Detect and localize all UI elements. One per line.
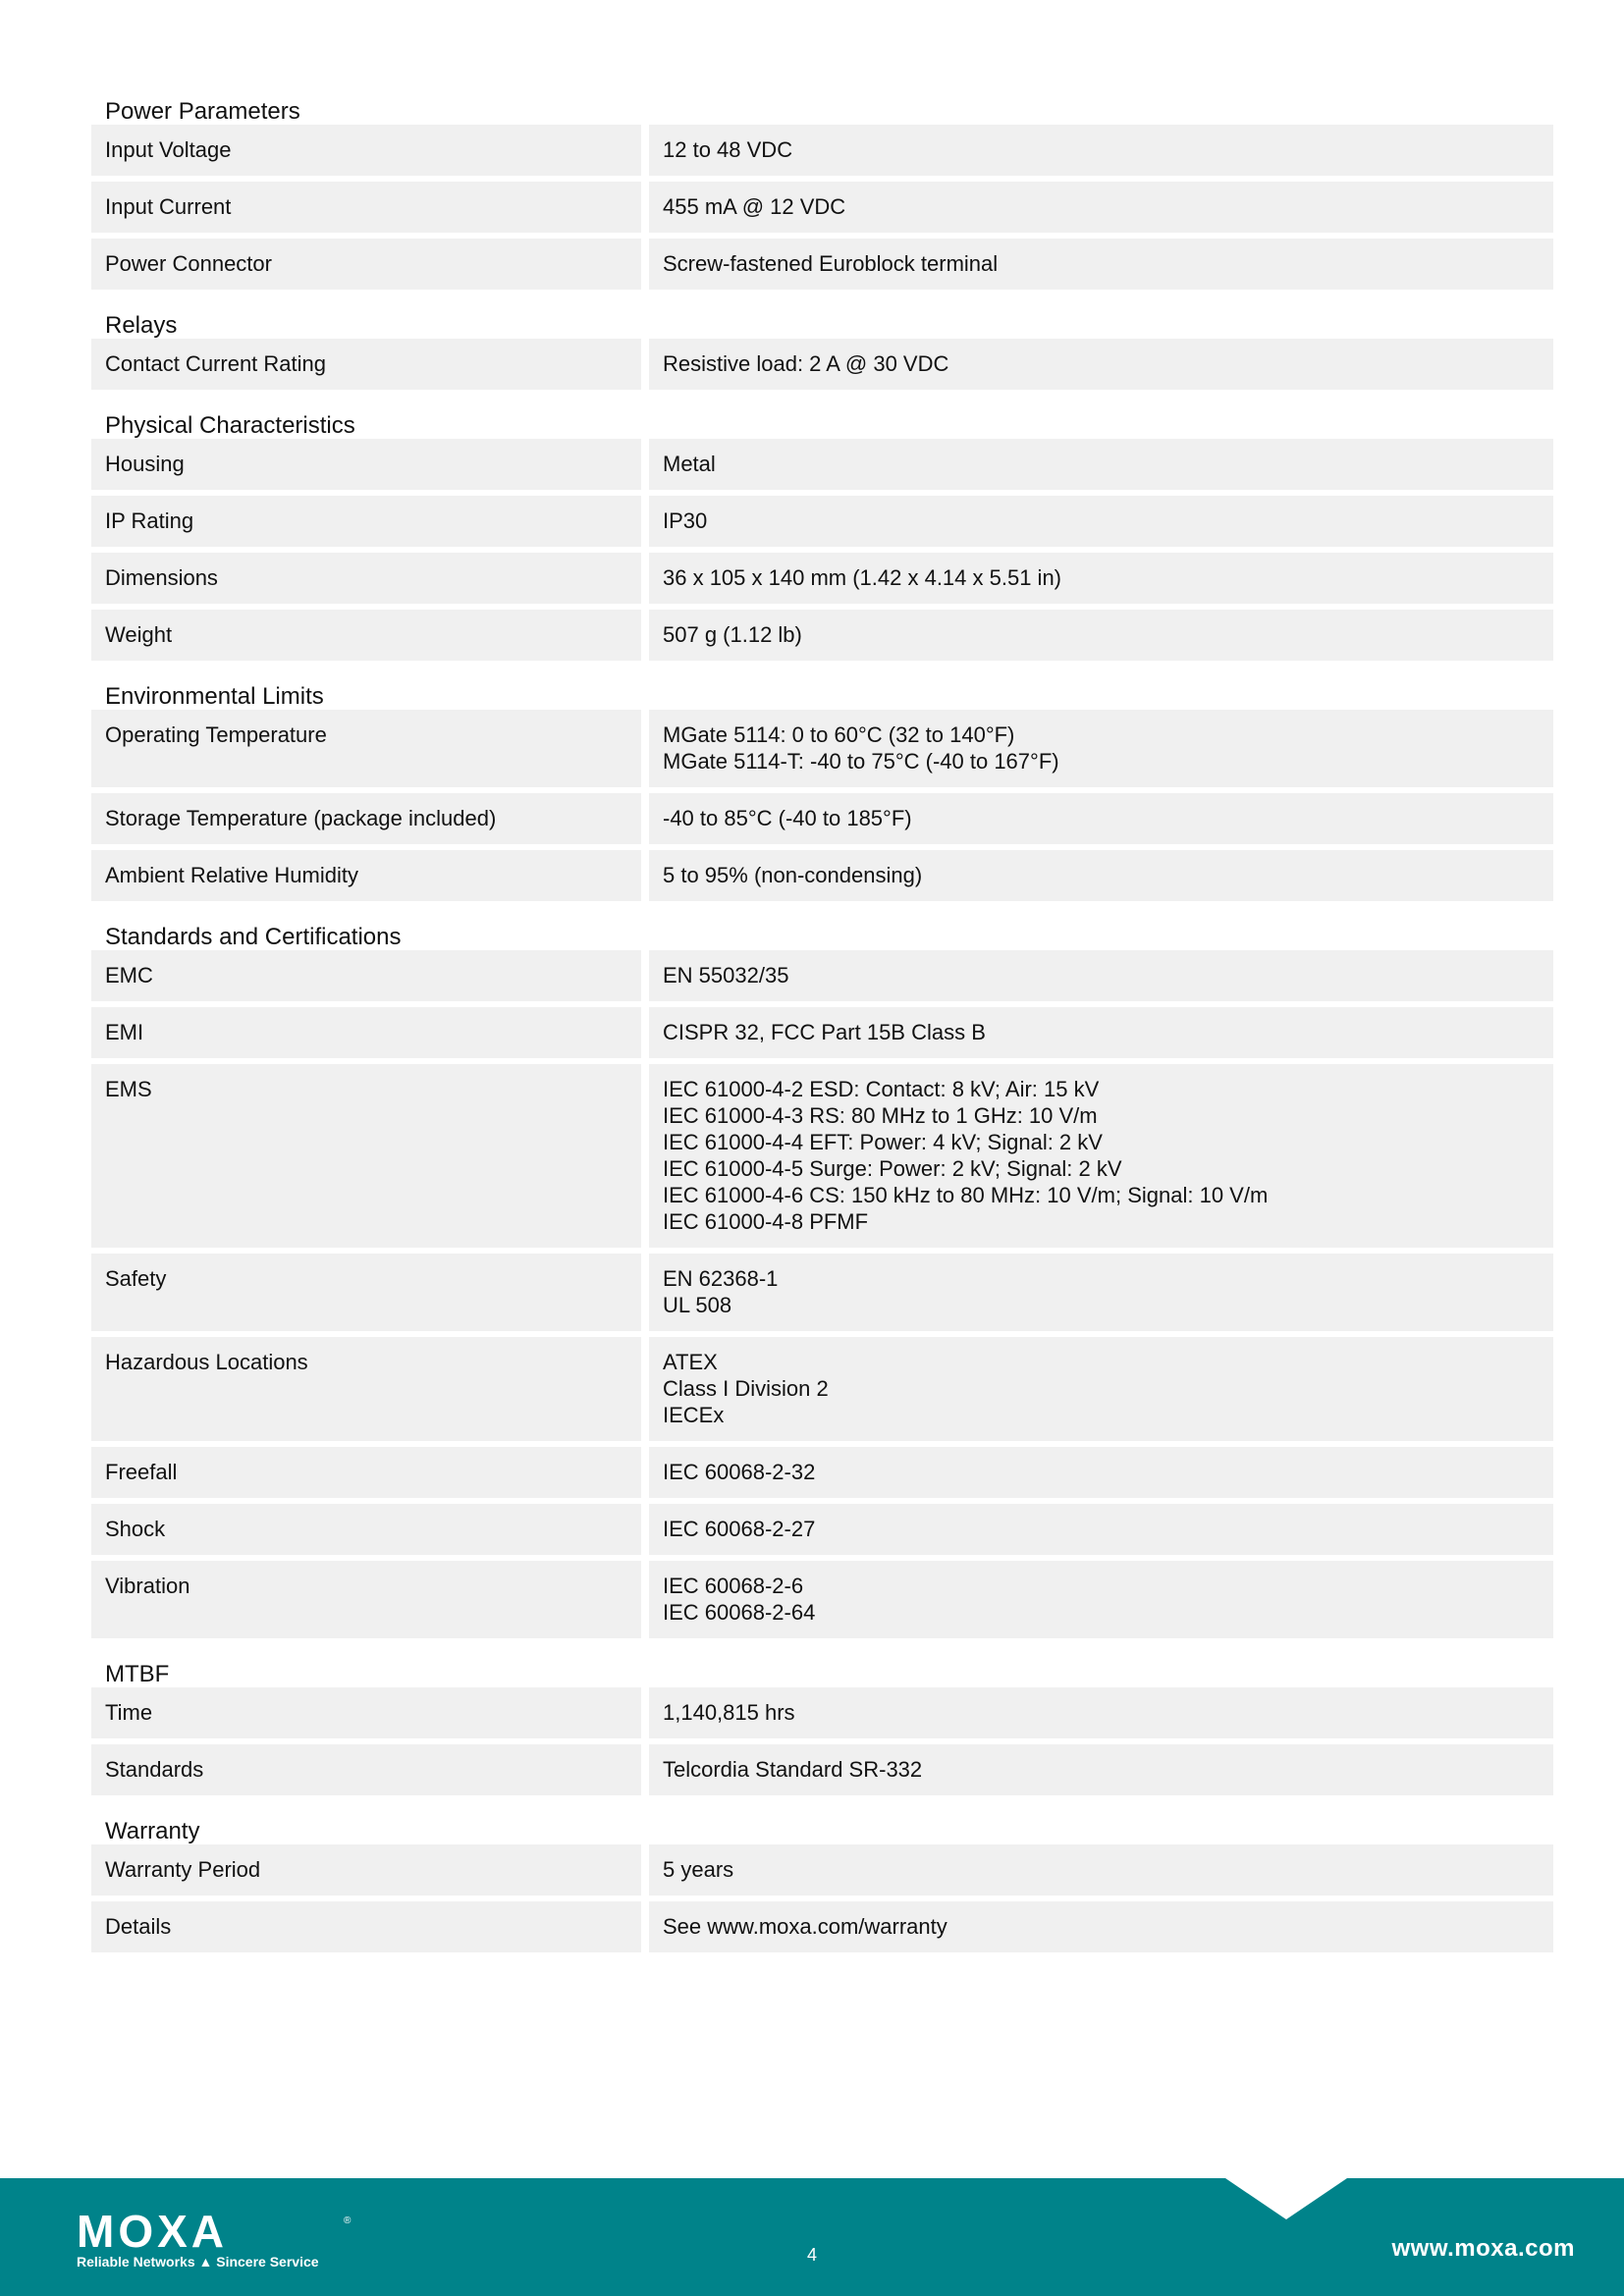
spec-label: IP Rating [91,496,641,547]
spec-row [91,1447,1553,1498]
spec-row [91,1337,1553,1441]
spec-row [91,1687,1553,1738]
spec-row [91,496,1553,547]
logo-registered-mark: ® [344,2216,352,2226]
spec-row [91,1007,1553,1058]
logo-wordmark: MOXA [77,2210,228,2257]
spec-label: EMC [91,950,641,1001]
spec-label: EMS [91,1064,641,1248]
spec-value: IEC 60068-2-27 [649,1504,1553,1555]
spec-value: Telcordia Standard SR-332 [649,1744,1553,1795]
spec-label: Input Voltage [91,125,641,176]
spec-row [91,1561,1553,1638]
spec-row [91,125,1553,176]
spec-label: Details [91,1901,641,1952]
spec-row [91,793,1553,844]
spec-value: IP30 [649,496,1553,547]
section-standards-and-certifications [91,916,1553,1638]
spec-label: Power Connector [91,239,641,290]
section-title: Power Parameters [105,98,300,125]
spec-value: MGate 5114: 0 to 60°C (32 to 140°F) MGate 5114-T: -40 to 75°C (-40 to 167°F) [649,710,1553,787]
spec-tables [91,90,1553,1958]
section-power-parameters [91,90,1553,290]
spec-row [91,553,1553,604]
spec-label: Time [91,1687,641,1738]
spec-row [91,1504,1553,1555]
spec-row [91,850,1553,901]
spec-value: 507 g (1.12 lb) [649,610,1553,661]
spec-row [91,1844,1553,1896]
spec-label: Safety [91,1254,641,1331]
section-physical-characteristics [91,404,1553,661]
section-title: Physical Characteristics [105,412,355,439]
spec-row [91,339,1553,390]
page-footer [0,2178,1624,2296]
spec-label: Shock [91,1504,641,1555]
section-title: Relays [105,312,178,339]
spec-row [91,950,1553,1001]
page-number: 4 [806,2245,817,2265]
section-title: Standards and Certifications [105,924,402,950]
spec-value: Metal [649,439,1553,490]
spec-label: Vibration [91,1561,641,1638]
footer-notch-shape [1225,2178,1347,2219]
spec-label: Weight [91,610,641,661]
section-warranty [91,1810,1553,1952]
spec-label: Input Current [91,182,641,233]
spec-value: 36 x 105 x 140 mm (1.42 x 4.14 x 5.51 in) [649,553,1553,604]
spec-value: IEC 60068-2-6 IEC 60068-2-64 [649,1561,1553,1638]
section-relays [91,304,1553,390]
spec-row [91,1254,1553,1331]
section-title: MTBF [105,1661,170,1687]
spec-label: Hazardous Locations [91,1337,641,1441]
spec-label: Freefall [91,1447,641,1498]
spec-row [91,1064,1553,1248]
spec-label: Contact Current Rating [91,339,641,390]
spec-value: 1,140,815 hrs [649,1687,1553,1738]
section-mtbf [91,1653,1553,1795]
section-title: Environmental Limits [105,683,324,710]
section-environmental-limits [91,675,1553,901]
spec-row [91,1901,1553,1952]
spec-value: -40 to 85°C (-40 to 185°F) [649,793,1553,844]
spec-row [91,1744,1553,1795]
spec-value: IEC 61000-4-2 ESD: Contact: 8 kV; Air: 15 kV IEC 61000-4-3 RS: 80 MHz to 1 GHz: 10 V/m IEC 61000-4-4 EFT: Power: 4 kV; Signal: 2 kV IEC 61000-4-5 Surge: Power: 2 kV; Signal: 2 kV IEC 61000-4-6 CS: 150 kHz to 80 MHz: 10 V/m; Signal: 10 V/m IEC 61000-4-8 PFMF [649,1064,1553,1248]
spec-row [91,710,1553,787]
spec-label: Storage Temperature (package included) [91,793,641,844]
spec-value: 12 to 48 VDC [649,125,1553,176]
spec-label: Dimensions [91,553,641,604]
section-title: Warranty [105,1818,200,1844]
spec-label: Standards [91,1744,641,1795]
spec-label: EMI [91,1007,641,1058]
spec-value: See www.moxa.com/warranty [649,1901,1553,1952]
spec-row [91,182,1553,233]
spec-label: Housing [91,439,641,490]
spec-value: 5 years [649,1844,1553,1896]
spec-row [91,439,1553,490]
spec-value: Screw-fastened Euroblock terminal [649,239,1553,290]
spec-value: EN 62368-1 UL 508 [649,1254,1553,1331]
spec-value: 5 to 95% (non-condensing) [649,850,1553,901]
moxa-logo [77,2210,361,2270]
spec-label: Ambient Relative Humidity [91,850,641,901]
spec-label: Warranty Period [91,1844,641,1896]
spec-value: 455 mA @ 12 VDC [649,182,1553,233]
spec-row [91,239,1553,290]
spec-row [91,610,1553,661]
spec-value: IEC 60068-2-32 [649,1447,1553,1498]
logo-tagline: Reliable Networks ▲ Sincere Service [77,2254,319,2269]
website-link[interactable]: www.moxa.com [1391,2235,1575,2262]
spec-value: Resistive load: 2 A @ 30 VDC [649,339,1553,390]
spec-value: EN 55032/35 [649,950,1553,1001]
spec-label: Operating Temperature [91,710,641,787]
spec-value: CISPR 32, FCC Part 15B Class B [649,1007,1553,1058]
spec-value: ATEX Class I Division 2 IECEx [649,1337,1553,1441]
